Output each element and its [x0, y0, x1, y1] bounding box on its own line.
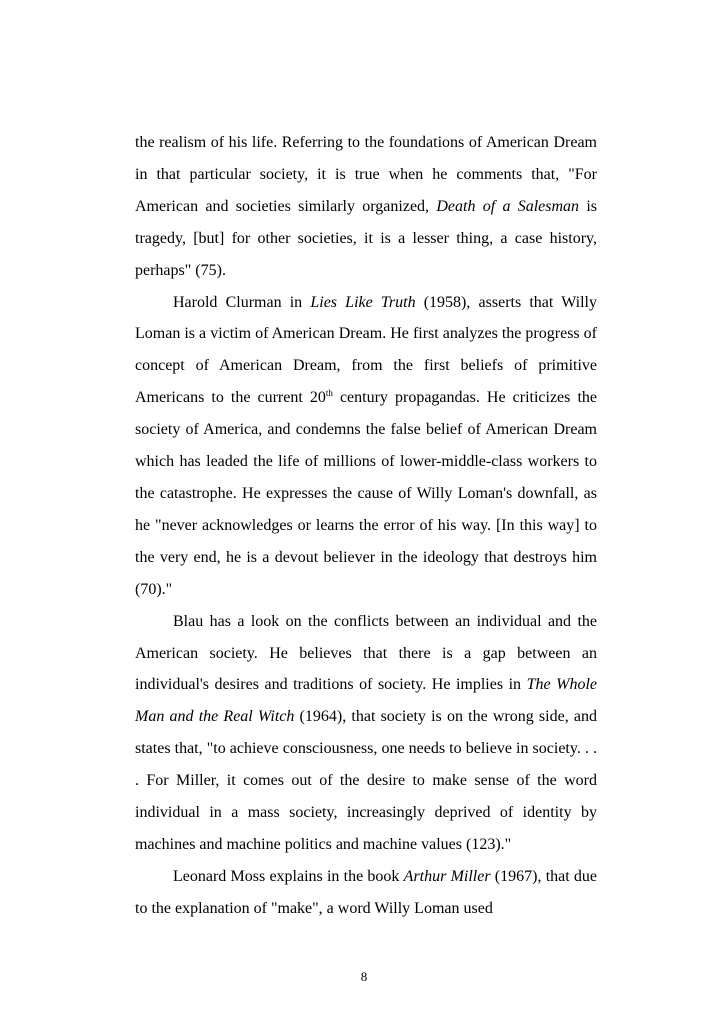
italic-title-arthur-miller: Arthur Miller — [403, 867, 491, 885]
italic-title-whole-man-real-witch: The Whole Man and the Real Witch — [135, 676, 598, 726]
page-number: 8 — [360, 969, 368, 984]
paragraph-2 — [135, 287, 597, 606]
text-run: (1958), asserts that Willy Loman is a victim of American Dream. He first analyzes the progress of concept of American Dream, from the first beliefs of primitive Americans to the current 20 — [135, 293, 597, 407]
text-run: (1964), that society is on the wrong side, and states that, "to achieve consciousness, one needs to believe in society. . . . For Miller, it comes out of the desire to make sense of the word individual in a mass society, increasingly deprived of identity by machines and machine politics and machine values (123)." — [135, 708, 597, 853]
text-run: (1967), that due to the explanation of "make", a word Willy Loman used — [135, 867, 598, 917]
text-run: Blau has a look on the conflicts between an individual and the American society. He believes that there is a gap between an individual's desires and traditions of society. He implies in — [135, 612, 597, 694]
text-run: is tragedy, [but] for other societies, it is a lesser thing, a case history, perhaps" (75). — [135, 197, 598, 279]
body-text — [135, 127, 597, 925]
text-run: century propagandas. He criticizes the society of America, and condemns the false belief of American Dream which has leaded the life of millions of lower-middle-class workers to the catastrophe. He expresses the cause of Willy Loman's downfall, as he "never acknowledges or learns the error of his way. [In this way] to the very end, he is a devout believer in the ideology that destroys him (70)." — [135, 389, 598, 598]
paragraph-4 — [135, 861, 597, 925]
text-run: the realism of his life. Referring to the foundations of American Dream in that particular society, it is true when he comments that, "For American and societies similarly organized, — [135, 134, 597, 215]
text-run: Leonard Moss explains in the book — [173, 867, 404, 885]
paragraph-1 — [135, 127, 597, 287]
text-run: Harold Clurman in — [173, 293, 311, 311]
italic-title-death-of-a-salesman: Death of a Salesman — [436, 197, 580, 215]
ordinal-superscript: th — [325, 388, 333, 399]
italic-title-lies-like-truth: Lies Like Truth — [310, 293, 416, 311]
paragraph-3 — [135, 606, 597, 861]
